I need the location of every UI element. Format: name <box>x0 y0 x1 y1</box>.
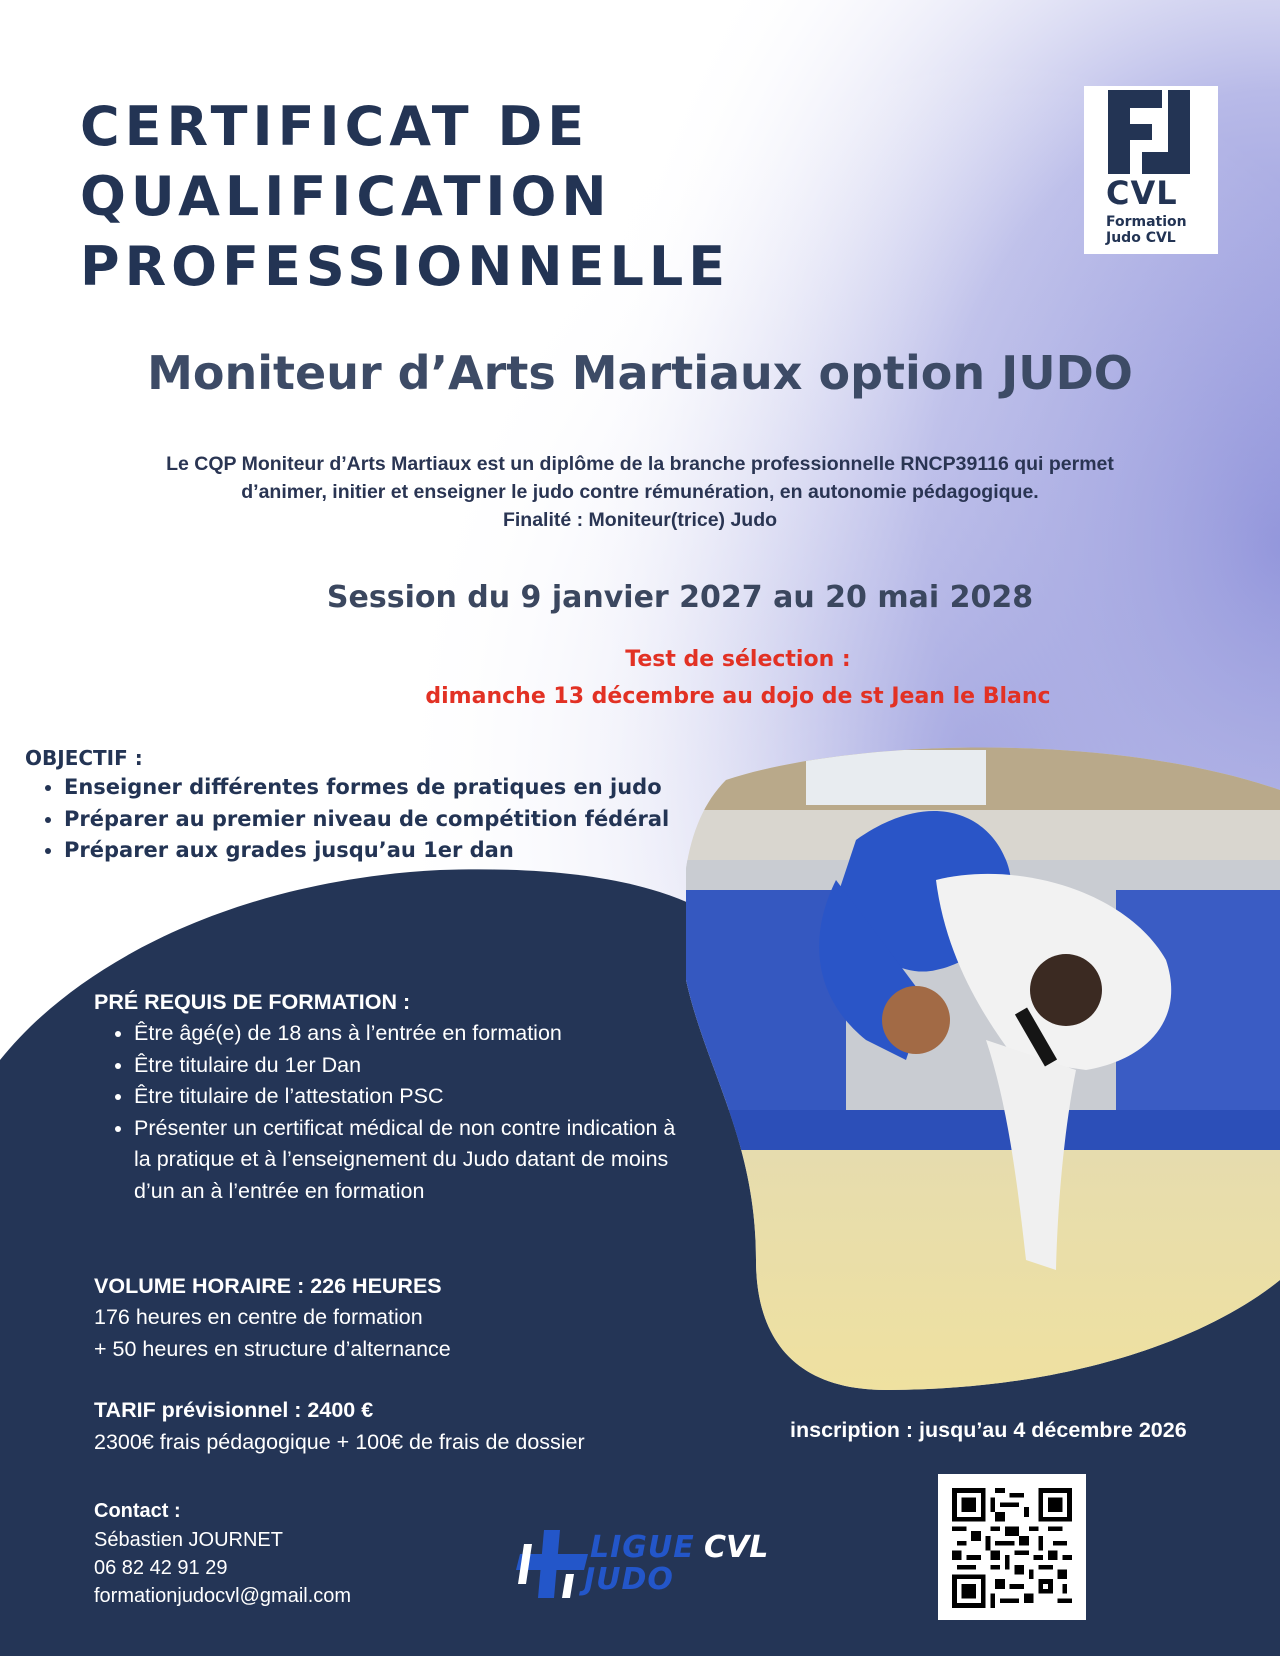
inscription-deadline: inscription : jusqu’au 4 décembre 2026 <box>790 1418 1187 1442</box>
intro-paragraph <box>60 450 1220 534</box>
session-dates: Session du 9 janvier 2027 au 20 mai 2028 <box>326 580 1034 615</box>
prerequis-item: • Présenter un certificat médical de non contre indication à la pratique et à l’enseignement du Judo datant de moins d’un an à l’entrée en formation <box>134 1113 694 1208</box>
contact-details <box>94 1526 351 1610</box>
title-line-1: CERTIFICAT DE <box>80 95 590 158</box>
volume-line-2: + 50 heures en structure d’alternance <box>94 1336 451 1361</box>
main-title <box>80 92 730 302</box>
ligue-cross-icon <box>514 1524 594 1604</box>
contact-phone[interactable]: 06 82 42 91 29 <box>94 1557 228 1579</box>
logo-subtitle <box>1106 214 1187 246</box>
judo-photo <box>686 740 1280 1392</box>
ligue-word-2: JUDO <box>584 1562 674 1597</box>
volume-line-1: 176 heures en centre de formation <box>94 1305 423 1329</box>
contact-email[interactable]: formationjudocvl@gmail.com <box>94 1585 352 1607</box>
contact-heading: Contact : <box>94 1500 181 1522</box>
intro-line-3: Finalité : Moniteur(trice) Judo <box>502 509 778 531</box>
tarif-heading: TARIF prévisionnel : 2400 € <box>94 1398 374 1422</box>
ligue-word-1: LIGUE <box>590 1530 695 1565</box>
objectif-list <box>36 772 669 867</box>
selection-test-date: dimanche 13 décembre au dojo de st Jean le Blanc <box>425 684 1051 709</box>
fj-cvl-logo <box>1084 86 1218 254</box>
ligue-judo-cvl-logo <box>514 1524 774 1604</box>
logo-line-1: Formation <box>1106 214 1187 230</box>
contact-name: Sébastien JOURNET <box>94 1529 283 1551</box>
logo-line-2: Judo CVL <box>1106 230 1176 246</box>
objectif-item: • Préparer aux grades jusqu’au 1er dan <box>64 835 669 867</box>
fj-logo-mark-icon <box>1108 90 1194 174</box>
prerequis-list <box>106 1018 694 1207</box>
prerequis-item: • Être âgé(e) de 18 ans à l’entrée en formation <box>134 1018 694 1050</box>
qr-code-icon <box>952 1488 1072 1608</box>
logo-cvl-text: CVL <box>1106 174 1178 212</box>
intro-line-1: Le CQP Moniteur d’Arts Martiaux est un diplôme de la branche professionnelle RNCP39116 qui permet <box>166 453 1114 475</box>
volume-heading: VOLUME HORAIRE : 226 HEURES <box>94 1274 442 1298</box>
prerequis-heading: PRÉ REQUIS DE FORMATION : <box>94 990 411 1014</box>
prerequis-item: • Être titulaire du 1er Dan <box>134 1050 694 1082</box>
objectif-item: • Enseigner différentes formes de pratiques en judo <box>64 772 669 804</box>
objectif-heading: OBJECTIF : <box>25 746 143 770</box>
objectif-item: • Préparer au premier niveau de compétition fédéral <box>64 804 669 836</box>
selection-test-label: Test de sélection : <box>625 647 851 672</box>
intro-line-2: d’animer, initier et enseigner le judo contre rémunération, en autonomie pédagogique. <box>241 481 1039 503</box>
volume-details <box>94 1302 451 1365</box>
tarif-details: 2300€ frais pédagogique + 100€ de frais de dossier <box>94 1430 585 1454</box>
qr-code[interactable] <box>938 1474 1086 1620</box>
ligue-word-3: CVL <box>704 1530 769 1565</box>
prerequis-item: • Être titulaire de l’attestation PSC <box>134 1081 694 1113</box>
title-line-3: PROFESSIONNELLE <box>80 235 731 298</box>
course-subtitle: Moniteur d’Arts Martiaux option JUDO <box>147 346 1133 400</box>
title-line-2: QUALIFICATION <box>80 165 612 228</box>
